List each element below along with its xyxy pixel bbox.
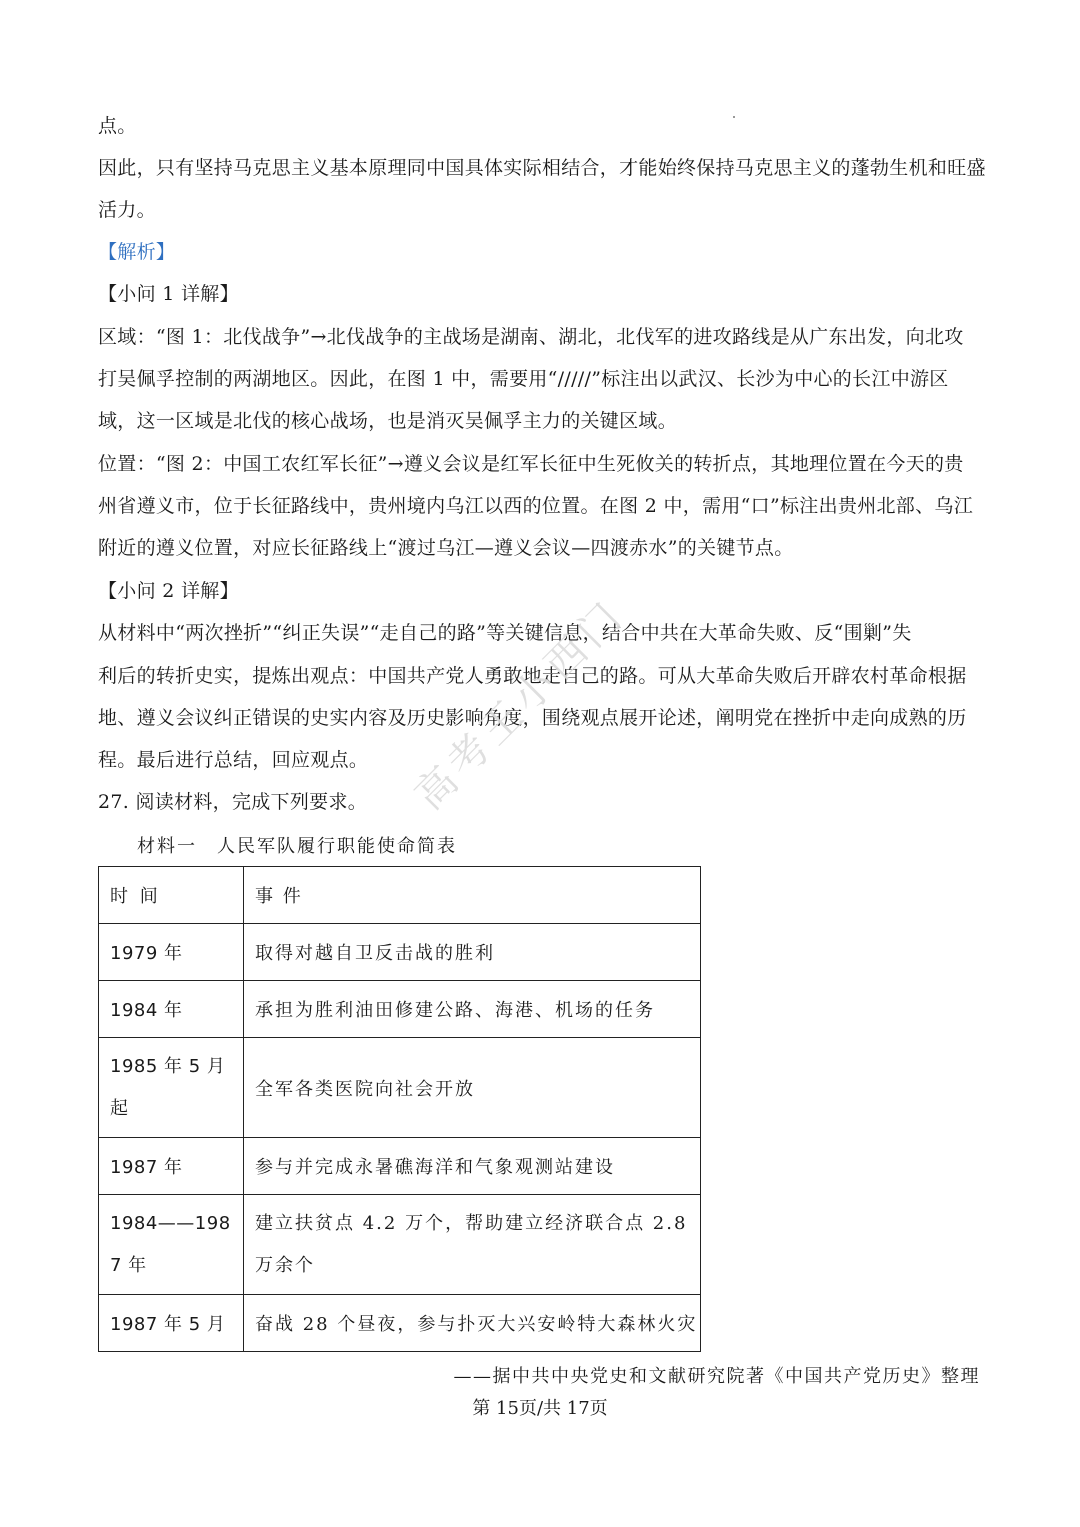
row-event: 承担为胜利油田修建公路、海港、机场的任务 xyxy=(244,981,701,1038)
paragraph-line: 区域：“图 1：北伐战争”→北伐战争的主战场是湖南、湖北，北伐军的进攻路线是从广东出发，向北攻 xyxy=(98,326,964,348)
paragraph-line: 打吴佩孚控制的两湖地区。因此，在图 1 中，需要用“/////”标注出以武汉、长沙为中心的长江中游区 xyxy=(98,368,949,390)
paragraph-line: 域，这一区域是北伐的核心战场，也是消灭吴佩孚主力的关键区域。 xyxy=(98,410,678,432)
paragraph-line: 附近的遵义位置，对应长征路线上“渡过乌江—遵义会议—四渡赤水”的关键节点。 xyxy=(98,537,794,559)
row-event: 参与并完成永暑礁海洋和气象观测站建设 xyxy=(244,1138,701,1195)
row-time: 1984 年 xyxy=(99,981,244,1038)
table-row xyxy=(99,1138,701,1195)
subquestion-1-heading: 【小问 1 详解】 xyxy=(98,283,239,305)
paragraph-line: 点。 xyxy=(98,115,137,137)
header-event: 事 件 xyxy=(244,867,701,924)
paragraph-line: 活力。 xyxy=(98,199,156,221)
row-time: 1979 年 xyxy=(99,924,244,981)
paragraph-line: 程。最后进行总结，回应观点。 xyxy=(98,749,369,771)
analysis-heading: 【解析】 xyxy=(98,241,176,263)
table-row xyxy=(99,924,701,981)
paragraph-line: 利后的转折史实，提炼出观点：中国共产党人勇敢地走自己的路。可从大革命失败后开辟农村革命根据 xyxy=(98,665,967,687)
paragraph-line: 州省遵义市，位于长征路线中，贵州境内乌江以西的位置。在图 2 中，需用“口”标注出贵州北部、乌江 xyxy=(98,495,973,517)
subquestion-2-heading: 【小问 2 详解】 xyxy=(98,580,239,602)
table-header-row xyxy=(99,867,701,924)
row-time: 1987 年 xyxy=(99,1138,244,1195)
row-event: 建立扶贫点 4.2 万个，帮助建立经济联合点 2.8 万余个 xyxy=(244,1195,701,1295)
paragraph-line: 因此，只有坚持马克思主义基本原理同中国具体实际相结合，才能始终保持马克思主义的蓬勃生机和旺盛 xyxy=(98,157,986,179)
mission-table xyxy=(98,866,701,1352)
header-time: 时 间 xyxy=(99,867,244,924)
row-event: 全军各类医院向社会开放 xyxy=(244,1038,701,1138)
table-row xyxy=(99,1195,701,1295)
row-time: 1984——1987 年 xyxy=(99,1195,244,1295)
source-citation: ——据中共中央党史和文献研究院著《中国共产党历史》整理 xyxy=(453,1366,980,1387)
watermark: 高考王小西门 xyxy=(406,591,635,819)
paragraph-line: 地、遵义会议纠正错误的史实内容及历史影响角度，围绕观点展开论述，阐明党在挫折中走向成熟的历 xyxy=(98,707,967,729)
table-row xyxy=(99,981,701,1038)
speck xyxy=(733,116,735,118)
row-event: 取得对越自卫反击战的胜利 xyxy=(244,924,701,981)
question-27-prompt: 27. 阅读材料，完成下列要求。 xyxy=(98,791,368,813)
page-number: 第 15页/共 17页 xyxy=(472,1398,608,1419)
row-time: 1987 年 5 月 xyxy=(99,1295,244,1352)
row-time: 1985 年 5 月起 xyxy=(99,1038,244,1138)
table-caption: 材料一 人民军队履行职能使命简表 xyxy=(137,836,457,857)
table-row xyxy=(99,1295,701,1352)
row-event: 奋战 28 个昼夜，参与扑灭大兴安岭特大森林火灾 xyxy=(244,1295,701,1352)
table-row xyxy=(99,1038,701,1138)
paragraph-line: 位置：“图 2：中国工农红军长征”→遵义会议是红军长征中生死攸关的转折点，其地理位置在今天的贵 xyxy=(98,453,964,475)
paragraph-line: 从材料中“两次挫折”“纠正失误”“走自己的路”等关键信息，结合中共在大革命失败、反“围剿”失 xyxy=(98,622,912,644)
